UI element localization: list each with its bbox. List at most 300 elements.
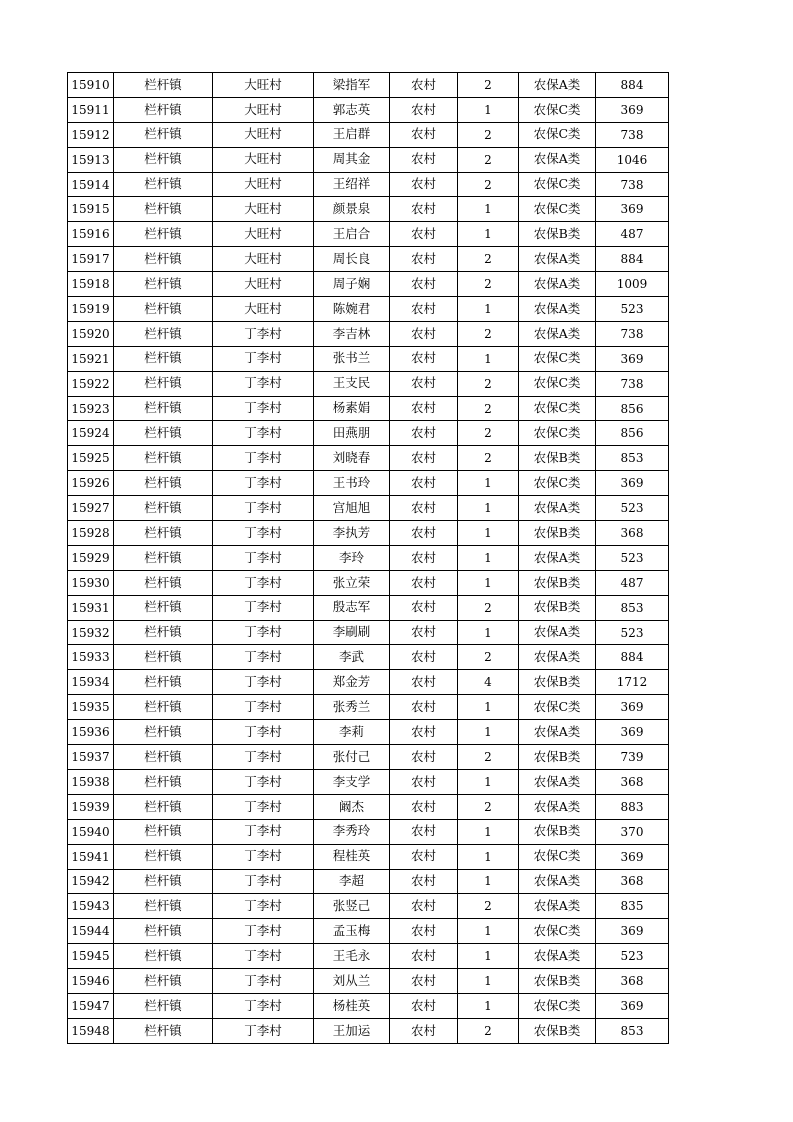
table-row	[68, 496, 669, 521]
insurance-class-cell: 农保C类	[519, 919, 596, 944]
record-id-cell: 15919	[68, 297, 114, 322]
household-type-cell: 农村	[390, 521, 458, 546]
record-id-cell: 15947	[68, 993, 114, 1018]
amount-cell: 856	[596, 421, 669, 446]
record-id-cell: 15934	[68, 670, 114, 695]
household-type-cell: 农村	[390, 297, 458, 322]
name-cell: 李莉	[314, 720, 390, 745]
town-cell: 栏杆镇	[114, 844, 213, 869]
amount-cell: 368	[596, 969, 669, 994]
village-cell: 丁李村	[213, 595, 314, 620]
name-cell: 陈婉君	[314, 297, 390, 322]
amount-cell: 853	[596, 1018, 669, 1043]
insurance-class-cell: 农保C类	[519, 122, 596, 147]
record-id-cell: 15911	[68, 97, 114, 122]
insurance-class-cell: 农保A类	[519, 321, 596, 346]
name-cell: 李玲	[314, 545, 390, 570]
record-id-cell: 15925	[68, 446, 114, 471]
amount-cell: 369	[596, 993, 669, 1018]
insurance-class-cell: 农保C类	[519, 421, 596, 446]
table-row	[68, 297, 669, 322]
name-cell: 张书兰	[314, 346, 390, 371]
member-count-cell: 2	[458, 745, 519, 770]
record-id-cell: 15944	[68, 919, 114, 944]
member-count-cell: 1	[458, 969, 519, 994]
table-row	[68, 73, 669, 98]
member-count-cell: 2	[458, 421, 519, 446]
amount-cell: 368	[596, 769, 669, 794]
name-cell: 李吉林	[314, 321, 390, 346]
village-cell: 大旺村	[213, 122, 314, 147]
name-cell: 李支学	[314, 769, 390, 794]
name-cell: 刘从兰	[314, 969, 390, 994]
town-cell: 栏杆镇	[114, 122, 213, 147]
household-type-cell: 农村	[390, 446, 458, 471]
insurance-class-cell: 农保C类	[519, 371, 596, 396]
town-cell: 栏杆镇	[114, 944, 213, 969]
table-row	[68, 371, 669, 396]
amount-cell: 738	[596, 172, 669, 197]
insurance-class-cell: 农保B类	[519, 521, 596, 546]
household-type-cell: 农村	[390, 346, 458, 371]
name-cell: 刘晓春	[314, 446, 390, 471]
record-id-cell: 15916	[68, 222, 114, 247]
household-type-cell: 农村	[390, 247, 458, 272]
record-id-cell: 15936	[68, 720, 114, 745]
name-cell: 杨素娟	[314, 396, 390, 421]
village-cell: 丁李村	[213, 371, 314, 396]
amount-cell: 738	[596, 371, 669, 396]
table-row	[68, 993, 669, 1018]
insurance-class-cell: 农保B类	[519, 670, 596, 695]
name-cell: 李刷刷	[314, 620, 390, 645]
insurance-class-cell: 农保A类	[519, 297, 596, 322]
record-id-cell: 15939	[68, 794, 114, 819]
record-id-cell: 15924	[68, 421, 114, 446]
name-cell: 王启群	[314, 122, 390, 147]
amount-cell: 884	[596, 645, 669, 670]
village-cell: 大旺村	[213, 297, 314, 322]
amount-cell: 835	[596, 894, 669, 919]
member-count-cell: 2	[458, 446, 519, 471]
village-cell: 大旺村	[213, 73, 314, 98]
insurance-class-cell: 农保C类	[519, 695, 596, 720]
amount-cell: 369	[596, 695, 669, 720]
town-cell: 栏杆镇	[114, 247, 213, 272]
town-cell: 栏杆镇	[114, 645, 213, 670]
amount-cell: 853	[596, 595, 669, 620]
amount-cell: 1712	[596, 670, 669, 695]
village-cell: 丁李村	[213, 919, 314, 944]
name-cell: 李超	[314, 869, 390, 894]
amount-cell: 369	[596, 844, 669, 869]
town-cell: 栏杆镇	[114, 869, 213, 894]
village-cell: 丁李村	[213, 396, 314, 421]
household-type-cell: 农村	[390, 670, 458, 695]
table-row	[68, 969, 669, 994]
town-cell: 栏杆镇	[114, 894, 213, 919]
record-id-cell: 15935	[68, 695, 114, 720]
household-type-cell: 农村	[390, 396, 458, 421]
record-id-cell: 15930	[68, 570, 114, 595]
insurance-class-cell: 农保C类	[519, 97, 596, 122]
insurance-class-cell: 农保C类	[519, 346, 596, 371]
household-type-cell: 农村	[390, 371, 458, 396]
insurance-class-cell: 农保A类	[519, 894, 596, 919]
record-id-cell: 15921	[68, 346, 114, 371]
table-row	[68, 769, 669, 794]
household-type-cell: 农村	[390, 794, 458, 819]
insurance-class-cell: 农保C类	[519, 993, 596, 1018]
town-cell: 栏杆镇	[114, 222, 213, 247]
insurance-class-cell: 农保A类	[519, 769, 596, 794]
record-id-cell: 15929	[68, 545, 114, 570]
member-count-cell: 1	[458, 197, 519, 222]
insurance-class-cell: 农保A类	[519, 869, 596, 894]
table-row	[68, 446, 669, 471]
table-row	[68, 545, 669, 570]
amount-cell: 1009	[596, 272, 669, 297]
member-count-cell: 1	[458, 222, 519, 247]
name-cell: 颜景泉	[314, 197, 390, 222]
record-id-cell: 15937	[68, 745, 114, 770]
name-cell: 张秀兰	[314, 695, 390, 720]
member-count-cell: 2	[458, 645, 519, 670]
member-count-cell: 1	[458, 620, 519, 645]
member-count-cell: 2	[458, 172, 519, 197]
household-type-cell: 农村	[390, 73, 458, 98]
household-type-cell: 农村	[390, 147, 458, 172]
town-cell: 栏杆镇	[114, 197, 213, 222]
table-row	[68, 919, 669, 944]
town-cell: 栏杆镇	[114, 297, 213, 322]
record-id-cell: 15917	[68, 247, 114, 272]
insurance-class-cell: 农保B类	[519, 745, 596, 770]
name-cell: 张付己	[314, 745, 390, 770]
household-type-cell: 农村	[390, 97, 458, 122]
member-count-cell: 1	[458, 819, 519, 844]
benefit-table	[67, 72, 669, 1044]
village-cell: 丁李村	[213, 620, 314, 645]
name-cell: 孟玉梅	[314, 919, 390, 944]
town-cell: 栏杆镇	[114, 272, 213, 297]
member-count-cell: 2	[458, 371, 519, 396]
record-id-cell: 15923	[68, 396, 114, 421]
household-type-cell: 农村	[390, 321, 458, 346]
town-cell: 栏杆镇	[114, 446, 213, 471]
household-type-cell: 农村	[390, 819, 458, 844]
member-count-cell: 2	[458, 321, 519, 346]
insurance-class-cell: 农保A类	[519, 247, 596, 272]
household-type-cell: 农村	[390, 570, 458, 595]
table-row	[68, 346, 669, 371]
amount-cell: 369	[596, 197, 669, 222]
member-count-cell: 1	[458, 496, 519, 521]
household-type-cell: 农村	[390, 944, 458, 969]
member-count-cell: 1	[458, 297, 519, 322]
amount-cell: 370	[596, 819, 669, 844]
insurance-class-cell: 农保A类	[519, 545, 596, 570]
town-cell: 栏杆镇	[114, 670, 213, 695]
household-type-cell: 农村	[390, 496, 458, 521]
member-count-cell: 1	[458, 570, 519, 595]
table-row	[68, 819, 669, 844]
name-cell: 阚杰	[314, 794, 390, 819]
household-type-cell: 农村	[390, 620, 458, 645]
amount-cell: 369	[596, 720, 669, 745]
village-cell: 大旺村	[213, 97, 314, 122]
insurance-class-cell: 农保A类	[519, 620, 596, 645]
insurance-class-cell: 农保A类	[519, 147, 596, 172]
village-cell: 大旺村	[213, 247, 314, 272]
record-id-cell: 15931	[68, 595, 114, 620]
village-cell: 丁李村	[213, 720, 314, 745]
town-cell: 栏杆镇	[114, 745, 213, 770]
village-cell: 丁李村	[213, 993, 314, 1018]
name-cell: 张竖己	[314, 894, 390, 919]
amount-cell: 523	[596, 545, 669, 570]
member-count-cell: 1	[458, 769, 519, 794]
amount-cell: 884	[596, 73, 669, 98]
record-id-cell: 15945	[68, 944, 114, 969]
household-type-cell: 农村	[390, 172, 458, 197]
town-cell: 栏杆镇	[114, 993, 213, 1018]
insurance-class-cell: 农保A类	[519, 645, 596, 670]
household-type-cell: 农村	[390, 471, 458, 496]
village-cell: 大旺村	[213, 147, 314, 172]
village-cell: 丁李村	[213, 496, 314, 521]
name-cell: 王支民	[314, 371, 390, 396]
record-id-cell: 15927	[68, 496, 114, 521]
household-type-cell: 农村	[390, 720, 458, 745]
name-cell: 李执芳	[314, 521, 390, 546]
insurance-class-cell: 农保C类	[519, 396, 596, 421]
member-count-cell: 1	[458, 471, 519, 496]
town-cell: 栏杆镇	[114, 73, 213, 98]
table-row	[68, 222, 669, 247]
record-id-cell: 15913	[68, 147, 114, 172]
amount-cell: 487	[596, 222, 669, 247]
name-cell: 张立荣	[314, 570, 390, 595]
town-cell: 栏杆镇	[114, 172, 213, 197]
insurance-class-cell: 农保B类	[519, 570, 596, 595]
member-count-cell: 2	[458, 396, 519, 421]
village-cell: 丁李村	[213, 695, 314, 720]
member-count-cell: 2	[458, 894, 519, 919]
record-id-cell: 15946	[68, 969, 114, 994]
member-count-cell: 1	[458, 97, 519, 122]
town-cell: 栏杆镇	[114, 720, 213, 745]
town-cell: 栏杆镇	[114, 421, 213, 446]
name-cell: 周其金	[314, 147, 390, 172]
record-id-cell: 15932	[68, 620, 114, 645]
town-cell: 栏杆镇	[114, 147, 213, 172]
amount-cell: 853	[596, 446, 669, 471]
amount-cell: 369	[596, 471, 669, 496]
village-cell: 大旺村	[213, 222, 314, 247]
town-cell: 栏杆镇	[114, 496, 213, 521]
record-id-cell: 15940	[68, 819, 114, 844]
village-cell: 丁李村	[213, 321, 314, 346]
member-count-cell: 2	[458, 73, 519, 98]
name-cell: 王加运	[314, 1018, 390, 1043]
insurance-class-cell: 农保A类	[519, 272, 596, 297]
household-type-cell: 农村	[390, 869, 458, 894]
member-count-cell: 2	[458, 122, 519, 147]
village-cell: 丁李村	[213, 894, 314, 919]
member-count-cell: 1	[458, 919, 519, 944]
insurance-class-cell: 农保A类	[519, 794, 596, 819]
household-type-cell: 农村	[390, 969, 458, 994]
amount-cell: 368	[596, 521, 669, 546]
member-count-cell: 2	[458, 147, 519, 172]
table-row	[68, 321, 669, 346]
record-id-cell: 15912	[68, 122, 114, 147]
village-cell: 丁李村	[213, 446, 314, 471]
member-count-cell: 2	[458, 272, 519, 297]
insurance-class-cell: 农保A类	[519, 944, 596, 969]
town-cell: 栏杆镇	[114, 346, 213, 371]
member-count-cell: 1	[458, 944, 519, 969]
insurance-class-cell: 农保B类	[519, 969, 596, 994]
village-cell: 大旺村	[213, 197, 314, 222]
household-type-cell: 农村	[390, 645, 458, 670]
household-type-cell: 农村	[390, 894, 458, 919]
table-row	[68, 147, 669, 172]
town-cell: 栏杆镇	[114, 819, 213, 844]
village-cell: 丁李村	[213, 769, 314, 794]
name-cell: 杨桂英	[314, 993, 390, 1018]
town-cell: 栏杆镇	[114, 97, 213, 122]
village-cell: 丁李村	[213, 471, 314, 496]
insurance-class-cell: 农保A类	[519, 73, 596, 98]
member-count-cell: 1	[458, 993, 519, 1018]
amount-cell: 738	[596, 321, 669, 346]
name-cell: 王毛永	[314, 944, 390, 969]
name-cell: 梁指军	[314, 73, 390, 98]
village-cell: 丁李村	[213, 794, 314, 819]
record-id-cell: 15928	[68, 521, 114, 546]
table-row	[68, 421, 669, 446]
record-id-cell: 15915	[68, 197, 114, 222]
table-row	[68, 247, 669, 272]
amount-cell: 369	[596, 919, 669, 944]
member-count-cell: 2	[458, 247, 519, 272]
household-type-cell: 农村	[390, 222, 458, 247]
table-row	[68, 172, 669, 197]
household-type-cell: 农村	[390, 272, 458, 297]
member-count-cell: 4	[458, 670, 519, 695]
household-type-cell: 农村	[390, 545, 458, 570]
town-cell: 栏杆镇	[114, 919, 213, 944]
amount-cell: 884	[596, 247, 669, 272]
name-cell: 王绍祥	[314, 172, 390, 197]
table-row	[68, 471, 669, 496]
town-cell: 栏杆镇	[114, 521, 213, 546]
village-cell: 大旺村	[213, 172, 314, 197]
record-id-cell: 15948	[68, 1018, 114, 1043]
town-cell: 栏杆镇	[114, 769, 213, 794]
household-type-cell: 农村	[390, 745, 458, 770]
table-row	[68, 720, 669, 745]
village-cell: 丁李村	[213, 844, 314, 869]
name-cell: 郑金芳	[314, 670, 390, 695]
town-cell: 栏杆镇	[114, 1018, 213, 1043]
name-cell: 田燕朋	[314, 421, 390, 446]
name-cell: 王启合	[314, 222, 390, 247]
table-row	[68, 894, 669, 919]
member-count-cell: 1	[458, 720, 519, 745]
amount-cell: 1046	[596, 147, 669, 172]
table-row	[68, 1018, 669, 1043]
record-id-cell: 15914	[68, 172, 114, 197]
member-count-cell: 2	[458, 1018, 519, 1043]
village-cell: 丁李村	[213, 1018, 314, 1043]
village-cell: 丁李村	[213, 869, 314, 894]
household-type-cell: 农村	[390, 695, 458, 720]
name-cell: 宫旭旭	[314, 496, 390, 521]
record-id-cell: 15933	[68, 645, 114, 670]
table-row	[68, 570, 669, 595]
household-type-cell: 农村	[390, 769, 458, 794]
member-count-cell: 1	[458, 346, 519, 371]
village-cell: 丁李村	[213, 346, 314, 371]
village-cell: 丁李村	[213, 521, 314, 546]
member-count-cell: 2	[458, 595, 519, 620]
member-count-cell: 1	[458, 869, 519, 894]
village-cell: 丁李村	[213, 944, 314, 969]
table-row	[68, 745, 669, 770]
record-id-cell: 15941	[68, 844, 114, 869]
household-type-cell: 农村	[390, 421, 458, 446]
amount-cell: 368	[596, 869, 669, 894]
insurance-class-cell: 农保B类	[519, 819, 596, 844]
record-id-cell: 15922	[68, 371, 114, 396]
household-type-cell: 农村	[390, 595, 458, 620]
member-count-cell: 1	[458, 521, 519, 546]
insurance-class-cell: 农保B类	[519, 595, 596, 620]
table-row	[68, 272, 669, 297]
record-id-cell: 15910	[68, 73, 114, 98]
insurance-class-cell: 农保B类	[519, 446, 596, 471]
table-row	[68, 396, 669, 421]
name-cell: 郭志英	[314, 97, 390, 122]
household-type-cell: 农村	[390, 1018, 458, 1043]
amount-cell: 738	[596, 122, 669, 147]
amount-cell: 487	[596, 570, 669, 595]
table-row	[68, 595, 669, 620]
table-row	[68, 794, 669, 819]
amount-cell: 523	[596, 297, 669, 322]
table-row	[68, 670, 669, 695]
insurance-class-cell: 农保C类	[519, 844, 596, 869]
table-row	[68, 97, 669, 122]
town-cell: 栏杆镇	[114, 570, 213, 595]
record-id-cell: 15938	[68, 769, 114, 794]
town-cell: 栏杆镇	[114, 620, 213, 645]
insurance-class-cell: 农保C类	[519, 172, 596, 197]
name-cell: 程桂英	[314, 844, 390, 869]
town-cell: 栏杆镇	[114, 695, 213, 720]
insurance-class-cell: 农保C类	[519, 197, 596, 222]
amount-cell: 739	[596, 745, 669, 770]
village-cell: 丁李村	[213, 670, 314, 695]
record-id-cell: 15926	[68, 471, 114, 496]
amount-cell: 523	[596, 620, 669, 645]
insurance-class-cell: 农保B类	[519, 1018, 596, 1043]
member-count-cell: 2	[458, 794, 519, 819]
village-cell: 丁李村	[213, 421, 314, 446]
